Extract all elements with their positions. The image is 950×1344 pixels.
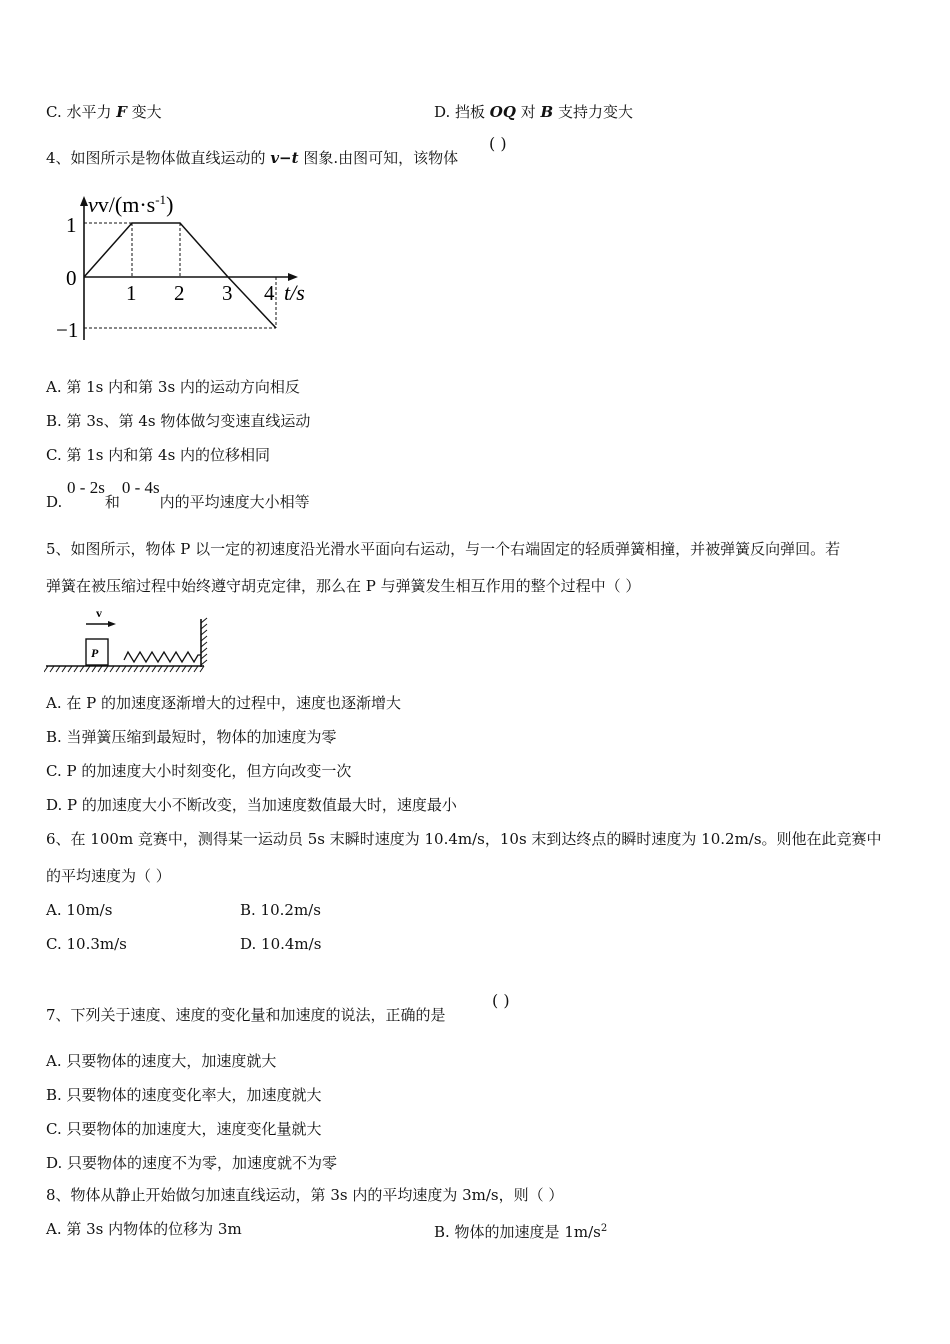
q4-answer-paren: ( ) bbox=[489, 134, 507, 153]
q6-option-a: A. 10m/s bbox=[46, 901, 113, 919]
q7-option-d: D. 只要物体的速度不为零，加速度就不为零 bbox=[46, 1154, 338, 1172]
q6-stem-line1: 6、在 100m 竞赛中，测得某一运动员 5s 末瞬时速度为 10.4m/s，10s 末到达终点的瞬时速度为 10.2m/s。则他在此竞赛中 bbox=[46, 830, 882, 848]
velocity-arrow bbox=[108, 621, 116, 627]
q6-stem-line2: 的平均速度为（ ） bbox=[46, 867, 171, 885]
tick-x-3: 3 bbox=[222, 281, 233, 305]
q7-option-c: C. 只要物体的加速度大，速度变化量就大 bbox=[46, 1120, 322, 1138]
q7-option-a: A. 只要物体的速度大，加速度就大 bbox=[46, 1052, 277, 1070]
q6-option-b: B. 10.2m/s bbox=[240, 901, 321, 919]
q5-option-a: A. 在 P 的加速度逐渐增大的过程中，速度也逐渐增大 bbox=[46, 694, 401, 712]
q4-option-a: A. 第 1s 内和第 3s 内的运动方向相反 bbox=[46, 378, 300, 396]
fig-velocity-label: v bbox=[96, 606, 102, 620]
tick-y-0: 0 bbox=[66, 266, 77, 290]
graph-y-arrow bbox=[80, 196, 88, 206]
q4-option-b: B. 第 3s、第 4s 物体做匀变速直线运动 bbox=[46, 412, 311, 430]
tick-x-4: 4 bbox=[264, 281, 275, 305]
q6-option-c: C. 10.3m/s bbox=[46, 935, 127, 953]
tick-y-1: 1 bbox=[66, 213, 77, 237]
q8-unit-sup: 2 bbox=[600, 1223, 608, 1234]
graph-xlabel: t/s bbox=[284, 280, 305, 305]
q8-option-a: A. 第 3s 内物体的位移为 3m bbox=[46, 1220, 242, 1238]
q8-option-b: B. 物体的加速度是 $1m/s^2$ bbox=[434, 1223, 608, 1241]
q6-option-d: D. 10.4m/s bbox=[240, 935, 322, 953]
formula-0-4s: 0 - 4s bbox=[121, 478, 160, 497]
q3-option-d: D. 挡板 OQ 对 B 支持力变大 bbox=[434, 103, 633, 121]
q4-stem: 4、如图所示是物体做直线运动的 v−t 图象.由图可知，该物体 bbox=[46, 149, 459, 167]
tick-x-2: 2 bbox=[174, 281, 185, 305]
spring bbox=[124, 652, 201, 662]
q7-option-b: B. 只要物体的速度变化率大，加速度就大 bbox=[46, 1086, 322, 1104]
q5-option-b: B. 当弹簧压缩到最短时，物体的加速度为零 bbox=[46, 728, 337, 746]
formula-0-2s: 0 - 2s bbox=[67, 478, 105, 497]
q5-stem-line2: 弹簧在被压缩过程中始终遵守胡克定律，那么在 P 与弹簧发生相互作用的整个过程中（ ） bbox=[46, 577, 641, 595]
q5-option-d: D. P 的加速度大小不断改变，当加速度数值最大时，速度最小 bbox=[46, 796, 457, 814]
q7-answer-paren: ( ) bbox=[492, 991, 510, 1010]
graph-ylabel-sup: -1 bbox=[155, 192, 167, 207]
vt-graph bbox=[52, 188, 312, 348]
block-p-label: P bbox=[91, 646, 99, 660]
q5-stem-line1: 5、如图所示，物体 P 以一定的初速度沿光滑水平面向右运动，与一个右端固定的轻质弹簧相撞，并被弹簧反向弹回。若 bbox=[46, 540, 841, 558]
q4-option-d: D. 0 - 2s和0 - 4s内的平均速度大小相等 bbox=[46, 478, 310, 511]
q3-option-c: C. 水平力 F 变大 bbox=[46, 103, 162, 121]
q4-option-c: C. 第 1s 内和第 4s 内的位移相同 bbox=[46, 446, 271, 464]
q8-stem: 8、物体从静止开始做匀加速直线运动，第 3s 内的平均速度为 3m/s，则（ ） bbox=[46, 1186, 564, 1204]
q5-option-c: C. P 的加速度大小时刻变化，但方向改变一次 bbox=[46, 762, 352, 780]
tick-y-neg1: −1 bbox=[56, 318, 79, 342]
tick-x-1: 1 bbox=[126, 281, 137, 305]
q7-stem: 7、下列关于速度、速度的变化量和加速度的说法，正确的是 bbox=[46, 1006, 446, 1024]
spring-diagram bbox=[44, 605, 209, 675]
graph-ylabel: $vv/(m\cdot s^{-1})$ bbox=[88, 192, 174, 217]
